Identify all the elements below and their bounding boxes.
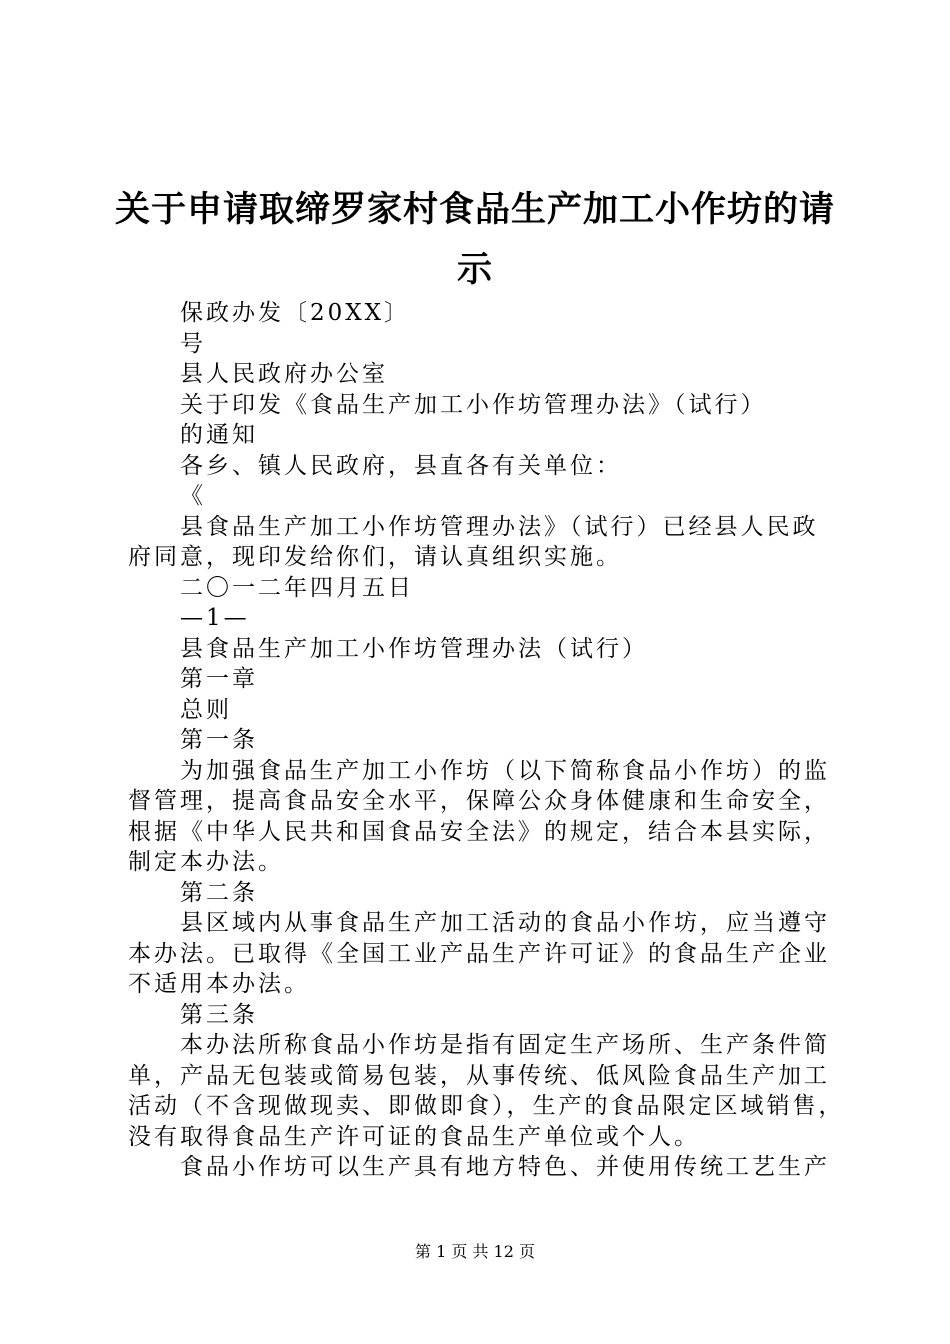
text-line: 本办法所称食品小作坊是指有固定生产场所、生产条件简 [180,1032,830,1058]
regulation-title: 县食品生产加工小作坊管理办法（试行） [180,635,648,662]
text-line: 不适用本办法。 [128,971,310,997]
notice-title-line-2: 的通知 [180,422,258,448]
text-line: 没有取得食品生产许可证的食品生产单位或个人。 [128,1123,700,1150]
text-line: 《 [180,483,206,509]
document-title-line-1: 关于申请取缔罗家村食品生产加工小作坊的请 [114,190,835,230]
text-line: 食品小作坊可以生产具有地方特色、并使用传统工艺生产 [180,1154,830,1180]
article-heading: 第一条 [180,727,258,753]
document-title-line-2: 示 [456,250,493,290]
notice-title-line-1: 关于印发《食品生产加工小作坊管理办法》（试行） [180,391,767,418]
page-footer: 第 1 页 共 12 页 [415,1242,535,1261]
text-line: 县区域内从事食品生产加工活动的食品小作坊，应当遵守 [180,910,830,936]
recipients: 各乡、镇人民政府，县直各有关单位： [180,452,622,479]
doc-number: 保政办发〔20XX〕 [180,300,411,326]
inner-page-number: —1— [180,605,250,631]
chapter-heading: 第一章 [180,666,258,692]
article-heading: 第三条 [180,1001,258,1028]
text-line: 制定本办法。 [128,849,284,875]
text-line: 本办法。已取得《全国工业产品生产许可证》的食品生产企业 [128,940,830,967]
document-body [128,298,845,1183]
text-line: 府同意，现印发给你们，请认真组织实施。 [128,544,622,570]
text-line: 活动（不含现做现卖、即做即食），生产的食品限定区域销售， [128,1093,845,1119]
doc-number-suffix: 号 [180,330,206,357]
article-heading: 第二条 [180,879,258,906]
text-line: 单，产品无包装或简易包装，从事传统、低风险食品生产加工 [128,1062,830,1089]
text-line: 根据《中华人民共和国食品安全法》的规定，结合本县实际， [128,818,830,845]
issuer: 县人民政府办公室 [180,361,388,387]
issue-date: 二〇一二年四月五日 [180,574,414,601]
chapter-name: 总则 [180,696,232,723]
text-line: 为加强食品生产加工小作坊（以下简称食品小作坊）的监 [180,757,830,784]
text-line: 督管理，提高食品安全水平，保障公众身体健康和生命安全， [128,788,830,814]
text-line: 县食品生产加工小作坊管理办法》（试行）已经县人民政 [180,513,819,540]
